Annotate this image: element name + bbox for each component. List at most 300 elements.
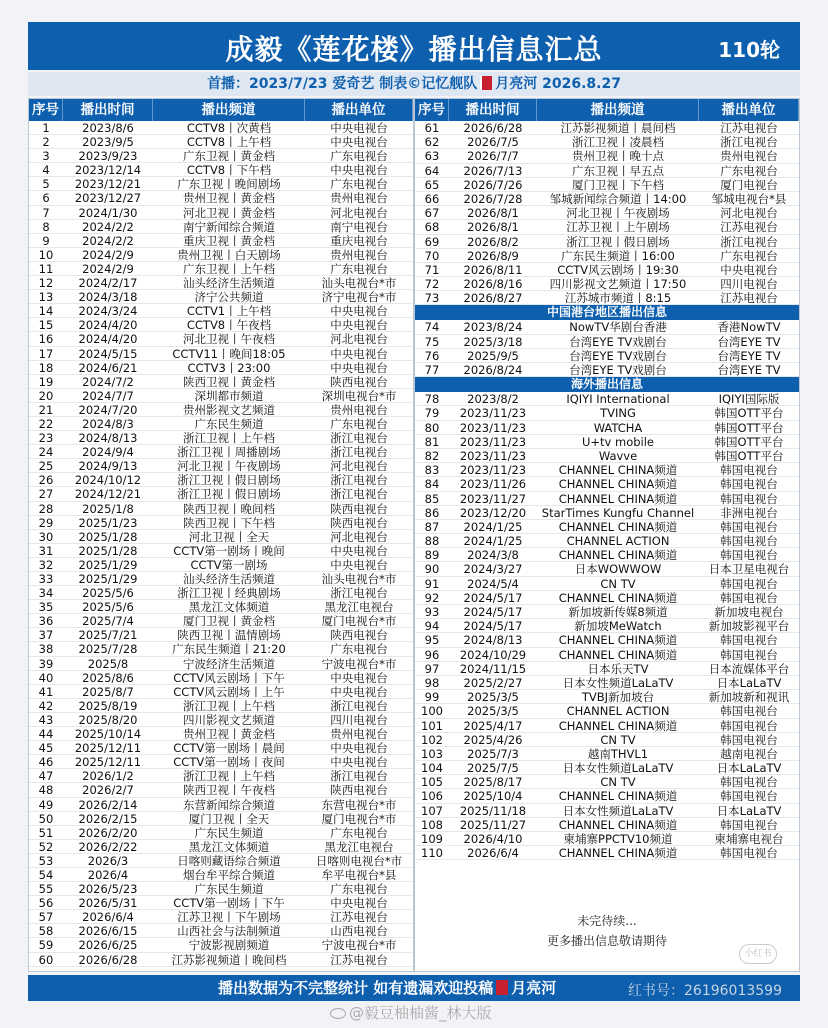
- cell-unit: 浙江电视台: [330, 698, 388, 712]
- cell-time: 2025/8/20: [78, 712, 138, 727]
- cell-no: 2: [42, 135, 50, 149]
- cell-time: 2026/8/11: [463, 262, 523, 277]
- table-row: [415, 804, 799, 818]
- cell-channel: 河北卫视丨黄金档: [183, 205, 275, 219]
- cell-time: 2025/4/26: [463, 732, 523, 746]
- cell-no: 26: [38, 473, 54, 487]
- cell-time: 2025/12/11: [74, 741, 142, 755]
- table-row: [415, 349, 799, 363]
- cell-no: 54: [38, 867, 54, 882]
- end-note: [415, 911, 799, 951]
- cell-channel: 宁波经济生活频道: [183, 656, 275, 670]
- cell-unit: 陕西电视台: [330, 515, 388, 529]
- table-row: [29, 206, 413, 220]
- table-row: [29, 882, 413, 896]
- table-row: [415, 761, 799, 775]
- xiaohongshu-watermark: 小红书: [739, 944, 777, 964]
- cell-no: 19: [38, 374, 54, 388]
- cell-unit: 韩国电视台: [720, 846, 778, 860]
- cell-channel: 广东卫视丨晚间剧场: [177, 177, 281, 191]
- cell-unit: 中央电视台: [330, 346, 388, 360]
- cell-unit: 中央电视台: [330, 896, 388, 910]
- cell-time: 2025/8/6: [82, 670, 134, 684]
- cell-channel: CHANNEL CHINA频道: [558, 633, 678, 647]
- cell-time: 2026/6/25: [78, 938, 138, 952]
- cell-no: 23: [38, 431, 54, 445]
- table-row: [29, 163, 413, 177]
- cell-channel: NowTV华剧台香港: [569, 320, 667, 334]
- table-row: [29, 191, 413, 205]
- cell-no: 21: [38, 402, 54, 416]
- cell-no: 42: [38, 698, 54, 712]
- table-row: [29, 417, 413, 431]
- cell-no: 49: [38, 797, 54, 811]
- cell-unit: 韩国电视台: [720, 718, 778, 732]
- right-table: [414, 98, 800, 972]
- cell-unit: 中央电视台: [330, 360, 388, 374]
- cell-time: 2026/2/22: [78, 839, 138, 853]
- cell-time: 2025/8/7: [82, 684, 134, 698]
- table-row: [29, 332, 413, 346]
- cell-unit: 韩国OTT平台: [714, 420, 784, 434]
- cell-no: 24: [38, 445, 54, 459]
- cell-time: 2026/8/9: [467, 248, 519, 262]
- cell-channel: 越南THVL1: [587, 746, 649, 761]
- table-row: [415, 832, 799, 846]
- table-row: [415, 775, 799, 789]
- cell-time: 2024/2/2: [82, 219, 134, 233]
- cell-no: 45: [38, 741, 54, 755]
- cell-channel: 浙江卫视丨上午档: [183, 698, 275, 712]
- cell-time: 2026/7/28: [463, 191, 523, 206]
- cell-unit: 浙江电视台: [720, 135, 778, 149]
- cell-time: 2024/3/18: [78, 290, 138, 304]
- table-row: [415, 704, 799, 718]
- table-row: [29, 642, 413, 656]
- table-row: [29, 459, 413, 473]
- cell-time: 2025/3/5: [467, 704, 519, 718]
- cell-time: 2026/6/4: [467, 846, 519, 860]
- table-row: [29, 910, 413, 924]
- cell-time: 2024/2/9: [82, 247, 134, 261]
- cell-no: 73: [424, 291, 440, 305]
- cell-no: 89: [424, 548, 440, 562]
- cell-channel: CHANNEL CHINA频道: [558, 846, 678, 860]
- cell-time: 2026/8/1: [467, 220, 519, 234]
- cell-channel: 汕头经济生活频道: [183, 276, 275, 290]
- cell-unit: 浙江电视台: [330, 473, 388, 487]
- cell-no: 97: [424, 661, 440, 675]
- cell-time: 2024/10/29: [459, 647, 527, 661]
- cell-unit: 河北电视台: [330, 459, 388, 473]
- table-row: [415, 733, 799, 747]
- cell-unit: 韩国电视台: [720, 633, 778, 647]
- cell-channel: 广东民生频道丨21:20: [172, 642, 286, 656]
- cell-time: 2024/4/20: [78, 318, 138, 332]
- cell-time: 2025/10/14: [74, 727, 142, 741]
- cell-channel: 台湾EYE TV戏剧台: [569, 363, 667, 377]
- table-row: [29, 896, 413, 910]
- cell-channel: 南宁新闻综合频道: [183, 219, 275, 233]
- cell-time: 2024/1/30: [78, 205, 138, 219]
- cell-no: 85: [424, 491, 440, 505]
- table-row: [29, 572, 413, 586]
- cell-unit: 韩国电视台: [720, 548, 778, 562]
- table-row: [415, 619, 799, 633]
- cell-no: 71: [424, 262, 440, 277]
- cell-unit: 江苏电视台: [330, 910, 388, 924]
- section-overseas: 海外播出信息: [415, 377, 799, 392]
- table-row: [415, 477, 799, 491]
- cell-channel: 陕西卫视丨晚间档: [183, 501, 275, 515]
- table-row: [415, 149, 799, 163]
- table-row: [29, 487, 413, 501]
- table-row: [29, 600, 413, 614]
- cell-channel: CHANNEL CHINA频道: [558, 718, 678, 732]
- cell-time: 2024/5/15: [78, 346, 138, 360]
- cell-channel: CHANNEL CHINA频道: [558, 463, 678, 477]
- cell-channel: 贵州影视文艺频道: [183, 402, 275, 416]
- cell-time: 2024/8/13: [463, 633, 523, 647]
- cell-no: 41: [38, 684, 54, 698]
- cell-time: 2026/5/31: [78, 896, 138, 910]
- table-row: [415, 662, 799, 676]
- table-row: [29, 121, 413, 135]
- table-row: [415, 249, 799, 263]
- cell-no: 107: [421, 803, 443, 817]
- cell-channel: CCTV1丨上午档: [186, 304, 272, 318]
- table-row: [415, 206, 799, 220]
- cell-channel: 宁波影视剧频道: [188, 938, 270, 952]
- table-row: [29, 361, 413, 375]
- cell-channel: 日本乐天TV: [587, 661, 649, 675]
- cell-no: 57: [38, 910, 54, 924]
- cell-time: 2024/5/17: [463, 619, 523, 633]
- cell-no: 25: [38, 459, 54, 473]
- cell-channel: 广东民生频道丨16:00: [561, 248, 675, 262]
- table-row: [415, 520, 799, 534]
- cell-channel: U+tv mobile: [581, 434, 655, 448]
- cell-no: 62: [424, 135, 440, 149]
- cell-unit: 山西电视台: [330, 924, 388, 938]
- cell-unit: 江苏电视台: [720, 220, 778, 234]
- cell-no: 66: [424, 191, 440, 206]
- cell-no: 8: [42, 219, 50, 233]
- table-row: [29, 924, 413, 938]
- cell-time: 2025/11/27: [459, 817, 527, 831]
- cell-time: 2023/11/23: [459, 448, 527, 463]
- table-row: [29, 290, 413, 304]
- cell-time: 2026/2/14: [78, 797, 138, 811]
- cell-channel: CCTV11丨晚间18:05: [172, 346, 286, 360]
- cell-channel: 河北卫视丨午夜剧场: [177, 459, 281, 473]
- cell-time: 2026/8/1: [467, 206, 519, 220]
- cell-channel: 贵州卫视丨黄金档: [183, 191, 275, 205]
- cell-no: 68: [424, 220, 440, 234]
- cell-unit: 新加坡新和视讯: [708, 690, 790, 704]
- cell-no: 52: [38, 839, 54, 853]
- table-row: [29, 262, 413, 276]
- cell-unit: 厦门电视台*市: [321, 614, 397, 628]
- cell-no: 37: [38, 628, 54, 642]
- table-header: [415, 99, 799, 121]
- cell-time: 2025/5/6: [82, 586, 134, 600]
- cell-channel: 厦门卫视丨下午档: [572, 177, 664, 191]
- table-row: [415, 690, 799, 704]
- cell-time: 2026/7/7: [467, 149, 519, 163]
- cell-unit: 韩国电视台: [720, 817, 778, 831]
- cell-no: 17: [38, 346, 54, 360]
- cell-time: 2023/9/23: [78, 149, 138, 163]
- cell-no: 69: [424, 234, 440, 248]
- cell-channel: 广东民生频道: [194, 882, 264, 896]
- weibo-watermark: [330, 1002, 492, 1023]
- table-row: [415, 506, 799, 520]
- cell-unit: 厦门电视台*市: [321, 811, 397, 825]
- cell-unit: 浙江电视台: [330, 487, 388, 501]
- cell-channel: WATCHA: [593, 420, 643, 434]
- cell-unit: 中央电视台: [330, 543, 388, 557]
- cell-time: 2023/11/23: [459, 463, 527, 477]
- cell-time: 2025/11/18: [459, 803, 527, 817]
- table-row: [29, 812, 413, 826]
- cell-time: 2024/5/17: [463, 590, 523, 604]
- cell-time: 2024/5/17: [463, 605, 523, 619]
- cell-channel: 江苏卫视丨上午剧场: [566, 220, 670, 234]
- cell-no: 84: [424, 477, 440, 491]
- table-row: [415, 562, 799, 576]
- cell-time: 2026/8/16: [463, 277, 523, 291]
- table-row: [29, 769, 413, 783]
- table-row: [415, 135, 799, 149]
- table-row: [415, 291, 799, 305]
- cell-time: 2023/11/23: [459, 420, 527, 434]
- table-row: [29, 699, 413, 713]
- cell-channel: 广东民生频道: [194, 825, 264, 839]
- cell-time: 2026/4: [87, 867, 129, 882]
- cell-unit: 日本LaLaTV: [716, 675, 782, 690]
- cell-unit: 中央电视台: [330, 557, 388, 571]
- cell-unit: 韩国电视台: [720, 463, 778, 477]
- cell-time: 2023/12/20: [459, 505, 527, 519]
- cell-channel: CCTV第一剧场: [190, 557, 268, 571]
- cell-unit: IQIYI国际版: [718, 392, 780, 406]
- cell-time: 2024/6/21: [78, 360, 138, 374]
- cell-unit: 中央电视台: [330, 304, 388, 318]
- cell-channel: CCTV第一剧场丨下午: [173, 896, 285, 910]
- cell-time: 2026/7/26: [463, 177, 523, 191]
- cell-no: 102: [421, 732, 443, 746]
- cell-unit: 日喀则电视台*市: [315, 853, 403, 867]
- table-row: [415, 747, 799, 761]
- section-hk-taiwan: 中国港台地区播出信息: [415, 305, 799, 320]
- cell-channel: CHANNEL CHINA频道: [558, 477, 678, 491]
- cell-time: 2026/6/15: [78, 924, 138, 938]
- left-table: [28, 98, 414, 972]
- cell-no: 51: [38, 825, 54, 839]
- table-row: [415, 220, 799, 234]
- cell-time: 2023/12/21: [74, 177, 142, 191]
- col-header-no: 序号: [415, 99, 449, 121]
- cell-no: 14: [38, 304, 54, 318]
- table-row: [29, 149, 413, 163]
- cell-unit: 广东电视台: [330, 416, 388, 431]
- cell-no: 35: [38, 600, 54, 614]
- cell-unit: 台湾EYE TV: [717, 348, 781, 362]
- cell-time: 2024/3/27: [463, 562, 523, 576]
- cell-time: 2025/7/5: [467, 761, 519, 775]
- cell-no: 32: [38, 557, 54, 571]
- cell-no: 96: [424, 647, 440, 661]
- cell-no: 38: [38, 642, 54, 656]
- cell-channel: 济宁公共频道: [194, 290, 264, 304]
- cell-no: 50: [38, 811, 54, 825]
- table-row: [415, 121, 799, 135]
- cell-unit: 韩国OTT平台: [714, 406, 784, 420]
- cell-no: 106: [421, 789, 443, 803]
- cell-no: 80: [424, 420, 440, 434]
- cell-no: 72: [424, 277, 440, 291]
- cell-no: 58: [38, 924, 54, 938]
- table-row: [29, 375, 413, 389]
- cell-time: 2026/2/20: [78, 825, 138, 839]
- cell-time: 2026/5/23: [78, 882, 138, 896]
- table-row: [29, 177, 413, 191]
- cell-time: 2025/7/3: [467, 746, 519, 761]
- cell-unit: 台湾EYE TV: [717, 363, 781, 377]
- cell-unit: 中央电视台: [330, 318, 388, 332]
- cell-channel: CN TV: [600, 732, 636, 746]
- col-header-unit: 播出单位: [305, 99, 413, 121]
- cell-channel: CHANNEL CHINA频道: [558, 548, 678, 562]
- cell-channel: 台湾EYE TV戏剧台: [569, 348, 667, 362]
- cell-no: 46: [38, 755, 54, 769]
- cell-no: 103: [421, 746, 443, 761]
- table-row: [29, 431, 413, 445]
- table-row: [29, 530, 413, 544]
- cell-time: 2024/11/15: [459, 661, 527, 675]
- cell-channel: CHANNEL ACTION: [566, 704, 670, 718]
- cell-unit: 汕头电视台*市: [321, 572, 397, 586]
- cell-no: 76: [424, 348, 440, 362]
- table-row: [29, 713, 413, 727]
- end-note-line1: 未完待续...: [577, 914, 637, 928]
- col-header-channel: 播出频道: [537, 99, 699, 121]
- cell-unit: 中央电视台: [330, 684, 388, 698]
- cell-unit: 浙江电视台: [330, 431, 388, 445]
- cell-no: 55: [38, 882, 54, 896]
- table-row: [415, 263, 799, 277]
- cell-time: 2023/11/26: [459, 477, 527, 491]
- cell-no: 16: [38, 332, 54, 346]
- cell-time: 2026/1/2: [82, 769, 134, 783]
- col-header-time: 播出时间: [63, 99, 153, 121]
- cell-channel: 台湾EYE TV戏剧台: [569, 334, 667, 348]
- subtitle-text-b: 月亮河 2026.8.27: [495, 76, 621, 92]
- cell-no: 47: [38, 769, 54, 783]
- table-row: [29, 347, 413, 361]
- cell-unit: 新加坡影视平台: [708, 619, 790, 633]
- cell-unit: 中央电视台: [330, 163, 388, 177]
- cell-no: 34: [38, 586, 54, 600]
- cell-no: 81: [424, 434, 440, 448]
- cell-time: 2024/9/13: [78, 459, 138, 473]
- table-row: [415, 789, 799, 803]
- footer-text-a: 播出数据为不完整统计 如有遗漏欢迎投稿: [218, 979, 494, 997]
- cell-time: 2025/1/29: [78, 557, 138, 571]
- cell-no: 77: [424, 363, 440, 377]
- cell-time: 2024/4/20: [78, 332, 138, 346]
- table-row: [29, 502, 413, 516]
- cell-unit: 厦门电视台: [720, 177, 778, 191]
- cell-no: 44: [38, 727, 54, 741]
- table-row: [29, 868, 413, 882]
- table-row: [415, 591, 799, 605]
- cell-channel: 厦门卫视丨黄金档: [183, 614, 275, 628]
- cell-unit: 陕西电视台: [330, 783, 388, 797]
- cell-time: 2025/3/18: [463, 334, 523, 348]
- cell-channel: 浙江卫视丨上午档: [183, 769, 275, 783]
- table-row: [415, 719, 799, 733]
- table-row: [29, 671, 413, 685]
- cell-channel: 烟台牟平综合频道: [183, 867, 275, 882]
- cell-channel: 浙江卫视丨经典剧场: [177, 586, 281, 600]
- cell-no: 56: [38, 896, 54, 910]
- cell-no: 40: [38, 670, 54, 684]
- table-row: [29, 798, 413, 812]
- cell-time: 2024/12/21: [74, 487, 142, 501]
- cell-unit: 韩国电视台: [720, 519, 778, 534]
- cell-time: 2024/8/3: [82, 416, 134, 431]
- cell-no: 15: [38, 318, 54, 332]
- cell-time: 2025/1/29: [78, 572, 138, 586]
- cell-time: 2024/1/25: [463, 534, 523, 548]
- cell-time: 2025/12/11: [74, 755, 142, 769]
- cell-time: 2024/3/24: [78, 304, 138, 318]
- cell-channel: CCTV风云剧场丨上午: [173, 684, 285, 698]
- cell-channel: 广东卫视丨黄金档: [183, 149, 275, 163]
- table-row: [29, 248, 413, 262]
- footer-text-b: 月亮河: [511, 979, 557, 997]
- cell-time: 2024/7/20: [78, 402, 138, 416]
- cell-channel: 河北卫视丨全天: [188, 529, 270, 543]
- cell-unit: 江苏电视台: [330, 952, 388, 966]
- cell-channel: 江苏影视频道丨晚间档: [171, 952, 287, 966]
- table-row: [29, 614, 413, 628]
- cell-no: 99: [424, 690, 440, 704]
- cell-no: 78: [424, 392, 440, 406]
- table-row: [415, 846, 799, 860]
- cell-channel: 贵州卫视丨白天剧场: [177, 247, 281, 261]
- table-row: [29, 685, 413, 699]
- cell-time: 2025/1/28: [78, 529, 138, 543]
- cell-unit: 韩国电视台: [720, 704, 778, 718]
- cell-channel: 陕西卫视丨午夜档: [183, 783, 275, 797]
- table-row: [415, 435, 799, 449]
- cell-time: 2025/8/19: [78, 698, 138, 712]
- cell-no: 87: [424, 519, 440, 534]
- cell-channel: CHANNEL CHINA频道: [558, 817, 678, 831]
- cell-unit: 黑龙江电视台: [324, 839, 394, 853]
- cell-no: 104: [421, 761, 443, 775]
- table-row: [29, 276, 413, 290]
- cell-unit: 中央电视台: [720, 262, 778, 277]
- table-row: [29, 938, 413, 952]
- table-row: [415, 363, 799, 377]
- cell-no: 12: [38, 276, 54, 290]
- cell-channel: CHANNEL CHINA频道: [558, 519, 678, 534]
- cell-time: 2026/4/10: [463, 832, 523, 846]
